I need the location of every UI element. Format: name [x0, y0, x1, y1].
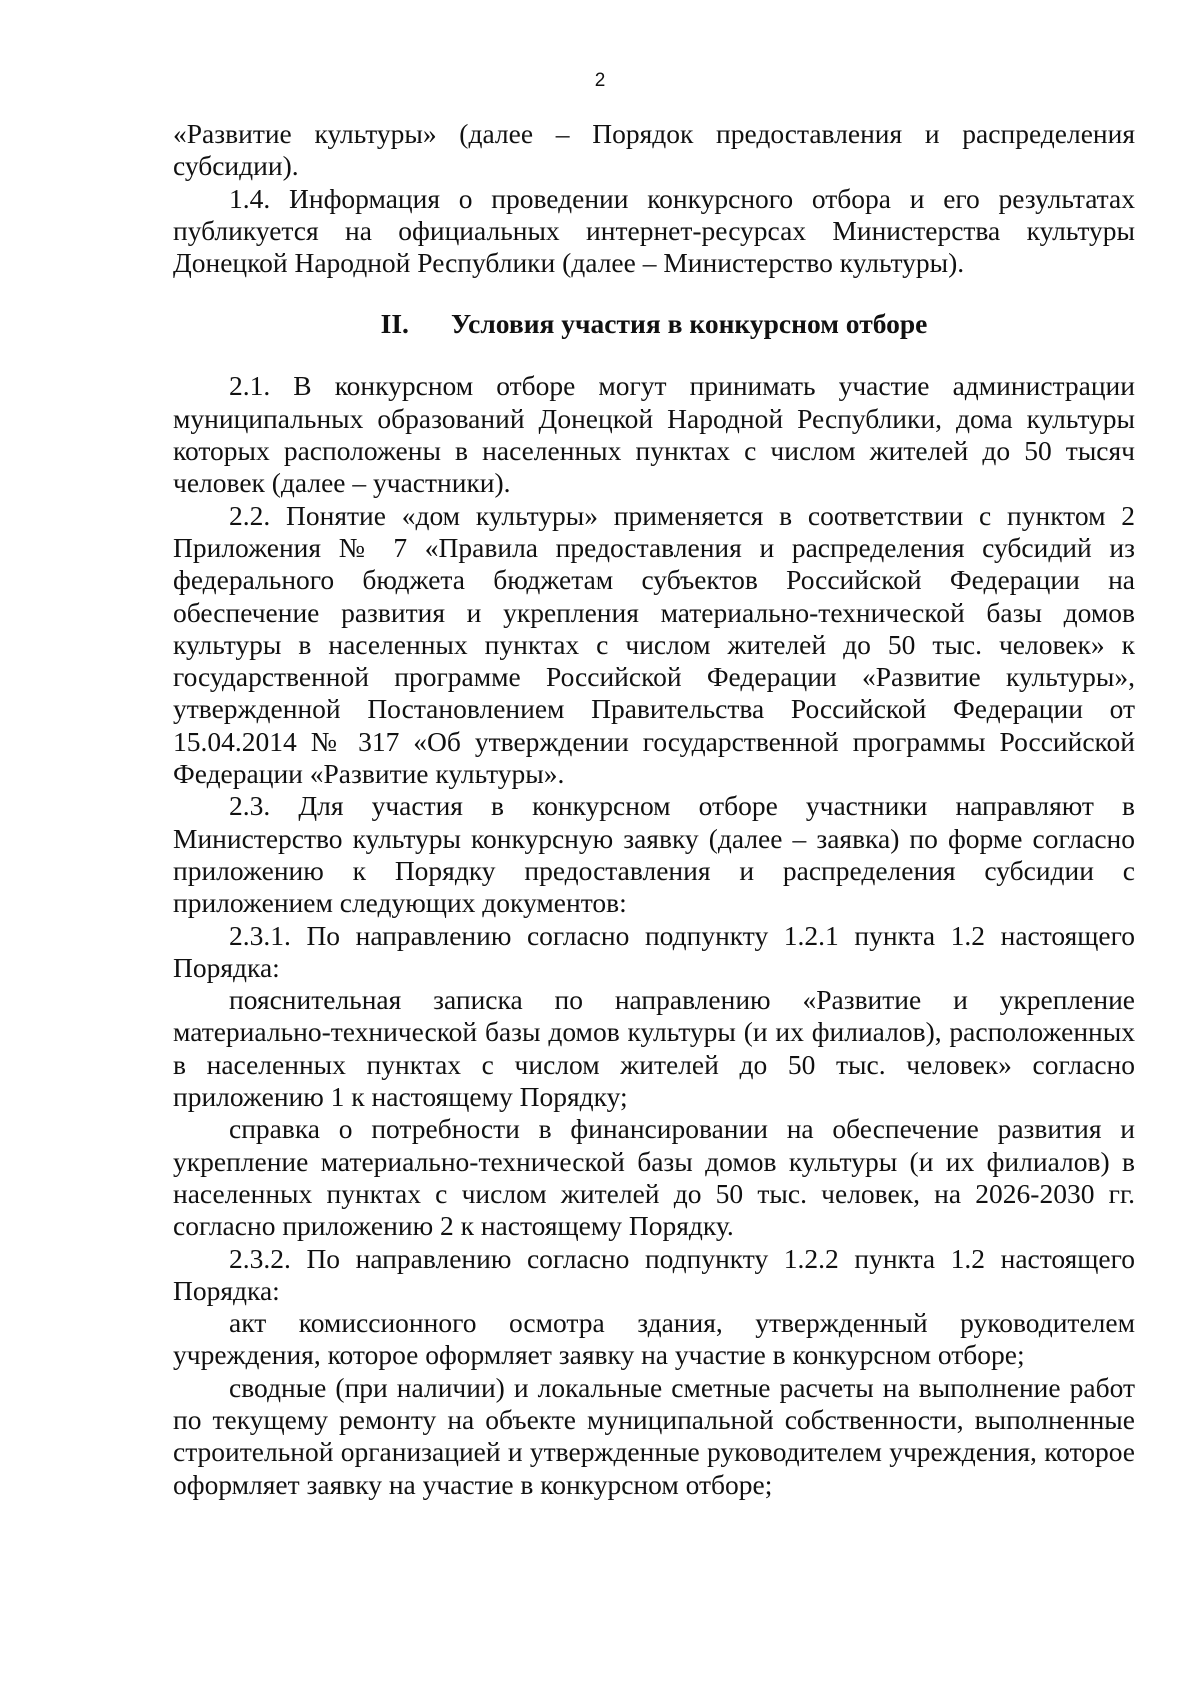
paragraph: 2.2. Понятие «дом культуры» применяется в соответствии с пунктом 2 Приложения № 7 «Правила предоставления и распределения субсидий из федерального бюджета бюджетам субъектов Российской Федерации на обеспечение развития и укрепления материально-технической базы домов культуры в населенных пунктах с числом жителей до 50 тыс. человек» к государственной программе Российской Федерации «Развитие культуры», утвержденной Постановлением Правительства Российской Федерации от 15.04.2014 № 317 «Об утверждении государственной программы Российской Федерации «Развитие культуры».: [173, 499, 1135, 790]
section-heading: [173, 308, 1135, 340]
paragraphs-after-section: [173, 370, 1135, 1500]
paragraph: 2.3. Для участия в конкурсном отборе участники направляют в Министерство культуры конкурсную заявку (далее – заявка) по форме согласно приложению к Порядку предоставления и распределения субсидии с приложением следующих документов:: [173, 790, 1135, 919]
paragraph: сводные (при наличии) и локальные сметные расчеты на выполнение работ по текущему ремонту на объекте муниципальной собственности, выполненные строительной организацией и утвержденные руководителем учреждения, которое оформляет заявку на участие в конкурсном отборе;: [173, 1371, 1135, 1500]
paragraph: «Развитие культуры» (далее – Порядок предоставления и распределения субсидии).: [173, 118, 1135, 182]
paragraph: акт комиссионного осмотра здания, утвержденный руководителем учреждения, которое оформляет заявку на участие в конкурсном отборе;: [173, 1307, 1135, 1371]
page-number: 2: [594, 70, 606, 91]
paragraphs-before-section: [173, 118, 1135, 279]
paragraph: 2.3.2. По направлению согласно подпункту 1.2.2 пункта 1.2 настоящего Порядка:: [173, 1242, 1135, 1306]
paragraph: 2.3.1. По направлению согласно подпункту 1.2.1 пункта 1.2 настоящего Порядка:: [173, 919, 1135, 983]
document-body: [173, 118, 1135, 1501]
paragraph: пояснительная записка по направлению «Развитие и укрепление материально-технической базы домов культуры (и их филиалов), расположенных в населенных пунктах с числом жителей до 50 тыс. человек» согласно приложению 1 к настоящему Порядку;: [173, 984, 1135, 1113]
section-number: II.: [380, 308, 409, 340]
paragraph: 1.4. Информация о проведении конкурсного отбора и его результатах публикуется на официальных интернет-ресурсах Министерства культуры Донецкой Народной Республики (далее – Министерство культуры).: [173, 182, 1135, 279]
section-title: Условия участия в конкурсном отборе: [450, 308, 928, 340]
paragraph: 2.1. В конкурсном отборе могут принимать участие администрации муниципальных образований Донецкой Народной Республики, дома культуры которых расположены в населенных пунктах с числом жителей до 50 тысяч человек (далее – участники).: [173, 370, 1135, 499]
paragraph: справка о потребности в финансировании на обеспечение развития и укрепление материально-технической базы домов культуры (и их филиалов) в населенных пунктах с числом жителей до 50 тыс. человек, на 2026-2030 гг. согласно приложению 2 к настоящему Порядку.: [173, 1113, 1135, 1242]
